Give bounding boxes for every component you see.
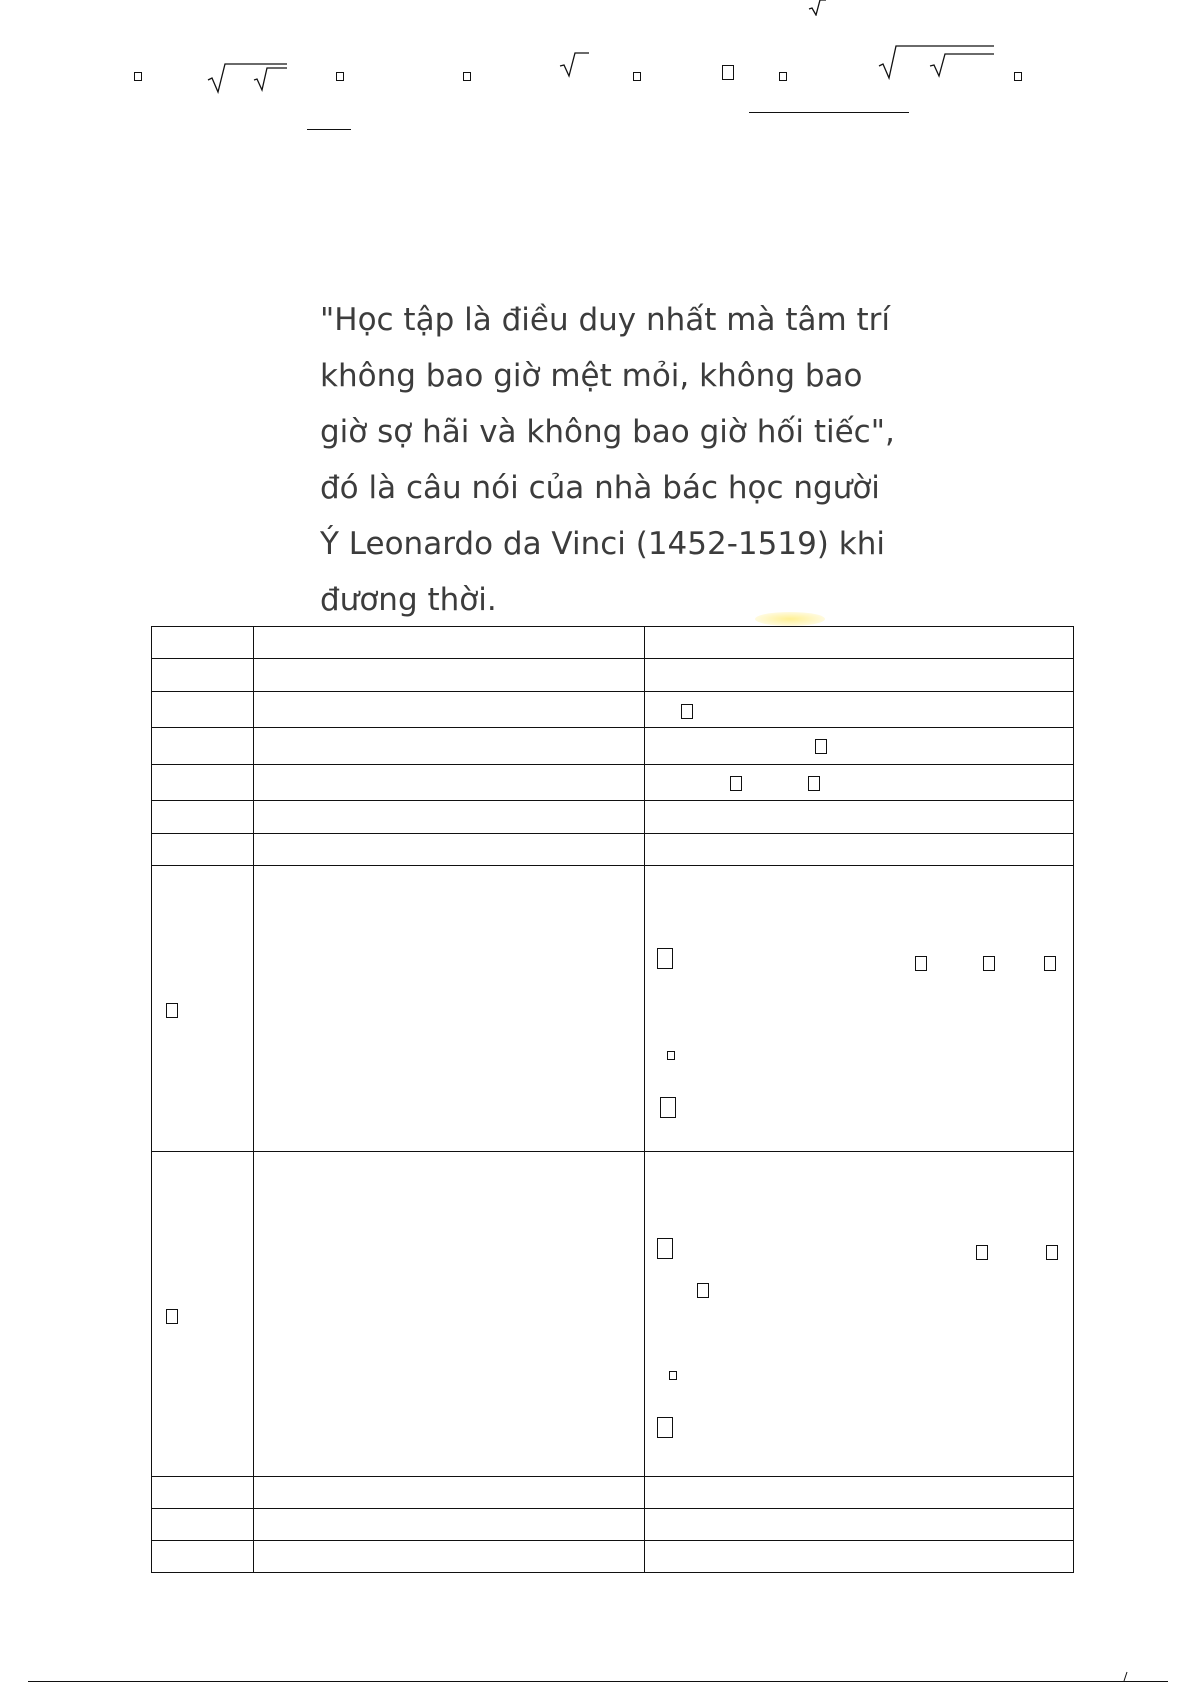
table-cell (645, 728, 1074, 765)
missing-glyph-box (660, 1097, 676, 1118)
table-row (152, 659, 1074, 692)
table-row (152, 866, 1074, 1152)
table-cell (152, 765, 254, 801)
table-cell (645, 1541, 1074, 1573)
missing-glyph-box (657, 948, 673, 969)
quote-line: Ý Leonardo da Vinci (1452-1519) khi (320, 526, 885, 562)
quote-line: đương thời. (320, 582, 497, 618)
table-row (152, 1152, 1074, 1477)
table-cell (645, 659, 1074, 692)
table-cell (254, 627, 645, 659)
missing-glyph-box (722, 65, 734, 80)
table-cell (254, 659, 645, 692)
table-cell (152, 1152, 254, 1477)
table-cell (254, 834, 645, 866)
missing-glyph-box (657, 1238, 673, 1259)
missing-glyph-box (166, 1309, 178, 1324)
table-cell (152, 692, 254, 728)
table-row (152, 801, 1074, 834)
missing-glyph-box (657, 1417, 673, 1438)
table-cell (152, 659, 254, 692)
missing-glyph-box (1014, 72, 1022, 81)
table-cell (152, 1541, 254, 1573)
table-cell (254, 866, 645, 1152)
missing-glyph-box (667, 1051, 675, 1060)
table-cell (645, 692, 1074, 728)
table-cell (152, 1477, 254, 1509)
page-corner-mark (1122, 1670, 1132, 1682)
sqrt-symbol (808, 0, 826, 16)
missing-glyph-box (815, 739, 827, 754)
missing-glyph-box (336, 72, 344, 81)
table-row (152, 1541, 1074, 1573)
table-cell (254, 692, 645, 728)
page-footer-rule (28, 1681, 1168, 1682)
table-cell (254, 801, 645, 834)
table-cell (152, 866, 254, 1152)
sqrt-symbol (878, 44, 996, 80)
image-highlight-glow (755, 612, 825, 626)
fraction-bar (749, 112, 909, 113)
table-cell (254, 1152, 645, 1477)
table-row (152, 765, 1074, 801)
quote-line: không bao giờ mệt mỏi, không bao (320, 358, 863, 394)
quote-line: giờ sợ hãi và không bao giờ hối tiếc", (320, 414, 895, 450)
missing-glyph-box (463, 72, 471, 81)
table-cell (645, 765, 1074, 801)
table-cell (152, 728, 254, 765)
quote-line: "Học tập là điều duy nhất mà tâm trí (320, 302, 891, 338)
table-cell (645, 801, 1074, 834)
missing-glyph-box (730, 776, 742, 791)
missing-glyph-box (697, 1283, 709, 1298)
table-cell (645, 1477, 1074, 1509)
table-cell (645, 1152, 1074, 1477)
table-cell (645, 1509, 1074, 1541)
missing-glyph-box (166, 1003, 178, 1018)
table-row (152, 834, 1074, 866)
table-cell (254, 1509, 645, 1541)
missing-glyph-box (976, 1245, 988, 1260)
table-cell (645, 627, 1074, 659)
sqrt-symbol (559, 50, 589, 78)
quote-text (320, 292, 940, 628)
missing-glyph-box (808, 776, 820, 791)
table-cell (254, 728, 645, 765)
fraction-bar (307, 129, 351, 130)
table-cell (254, 765, 645, 801)
table-cell (645, 834, 1074, 866)
table-cell (645, 866, 1074, 1152)
table-row (152, 692, 1074, 728)
missing-glyph-box (633, 72, 641, 81)
missing-glyph-box (915, 956, 927, 971)
table-cell (254, 1541, 645, 1573)
missing-glyph-box (669, 1371, 677, 1380)
missing-glyph-box (1044, 956, 1056, 971)
sqrt-symbol (207, 60, 287, 94)
table-row (152, 627, 1074, 659)
table-cell (254, 1477, 645, 1509)
missing-glyph-box (983, 956, 995, 971)
table-row (152, 1477, 1074, 1509)
table-cell (152, 834, 254, 866)
table-cell (152, 801, 254, 834)
missing-glyph-box (1046, 1245, 1058, 1260)
quote-line: đó là câu nói của nhà bác học người (320, 470, 880, 506)
table-row (152, 1509, 1074, 1541)
answer-table (151, 626, 1074, 1573)
table-row (152, 728, 1074, 765)
table-cell (152, 1509, 254, 1541)
missing-glyph-box (681, 704, 693, 719)
missing-glyph-box (134, 72, 142, 81)
table-cell (152, 627, 254, 659)
missing-glyph-box (779, 72, 787, 81)
